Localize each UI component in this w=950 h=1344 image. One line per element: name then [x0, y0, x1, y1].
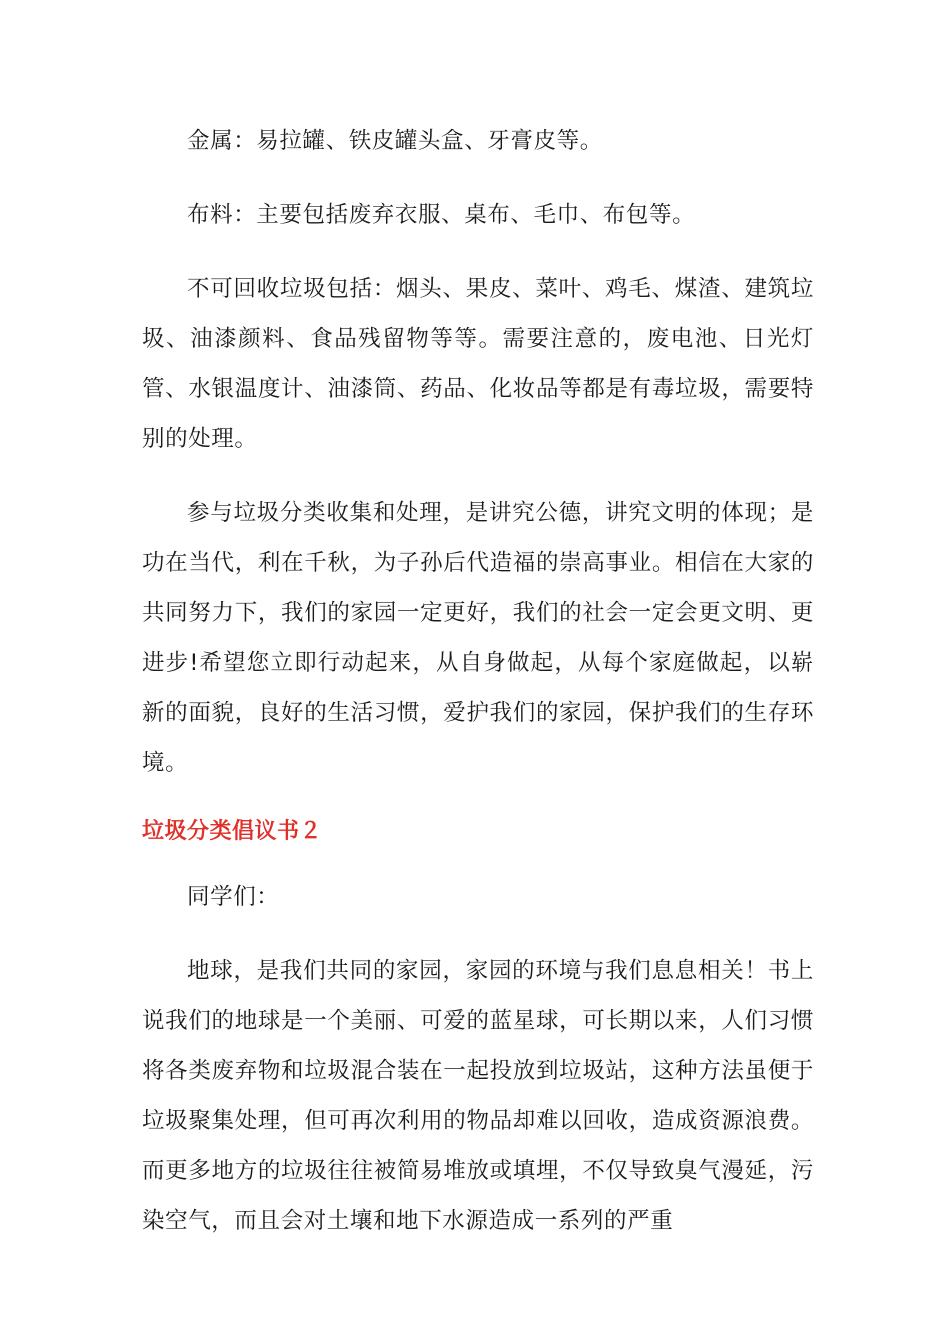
- paragraph-participation: 参与垃圾分类收集和处理，是讲究公德，讲究文明的体现；是功在当代，利在千秋，为子孙后代造福的崇高事业。相信在大家的共同努力下，我们的家园一定更好，我们的社会一定会更文明、更进步!希望您立即行动起来，从自身做起，从每个家庭做起，以崭新的面貌，良好的生活习惯，爱护我们的家园，保护我们的生存环境。: [142, 500, 814, 776]
- paragraph-earth: 地球，是我们共同的家园，家园的环境与我们息息相关！书上说我们的地球是一个美丽、可爱的蓝星球，可长期以来，人们习惯将各类废弃物和垃圾混合装在一起投放到垃圾站，这种方法虽便于垃圾聚集处理，但可再次利用的物品却难以回收，造成资源浪费。而更多地方的垃圾往往被简易堆放或填埋，不仅导致臭气漫延，污染空气，而且会对土壤和地下水源造成一系列的严重: [142, 958, 814, 1234]
- paragraph-non-recyclable: 不可回收垃圾包括：烟头、果皮、菜叶、鸡毛、煤渣、建筑垃圾、油漆颜料、食品残留物等等。需要注意的，废电池、日光灯管、水银温度计、油漆筒、药品、化妆品等都是有毒垃圾，需要特别的处理。: [142, 276, 814, 452]
- document-body: [142, 116, 814, 1246]
- paragraph-metal: 金属：易拉罐、铁皮罐头盒、牙膏皮等。: [187, 128, 603, 154]
- paragraph-fabric: 布料：主要包括废弃衣服、桌布、毛巾、布包等。: [187, 202, 696, 228]
- section-heading: 垃圾分类倡议书２: [142, 819, 323, 844]
- paragraph-greeting: 同学们：: [187, 884, 280, 910]
